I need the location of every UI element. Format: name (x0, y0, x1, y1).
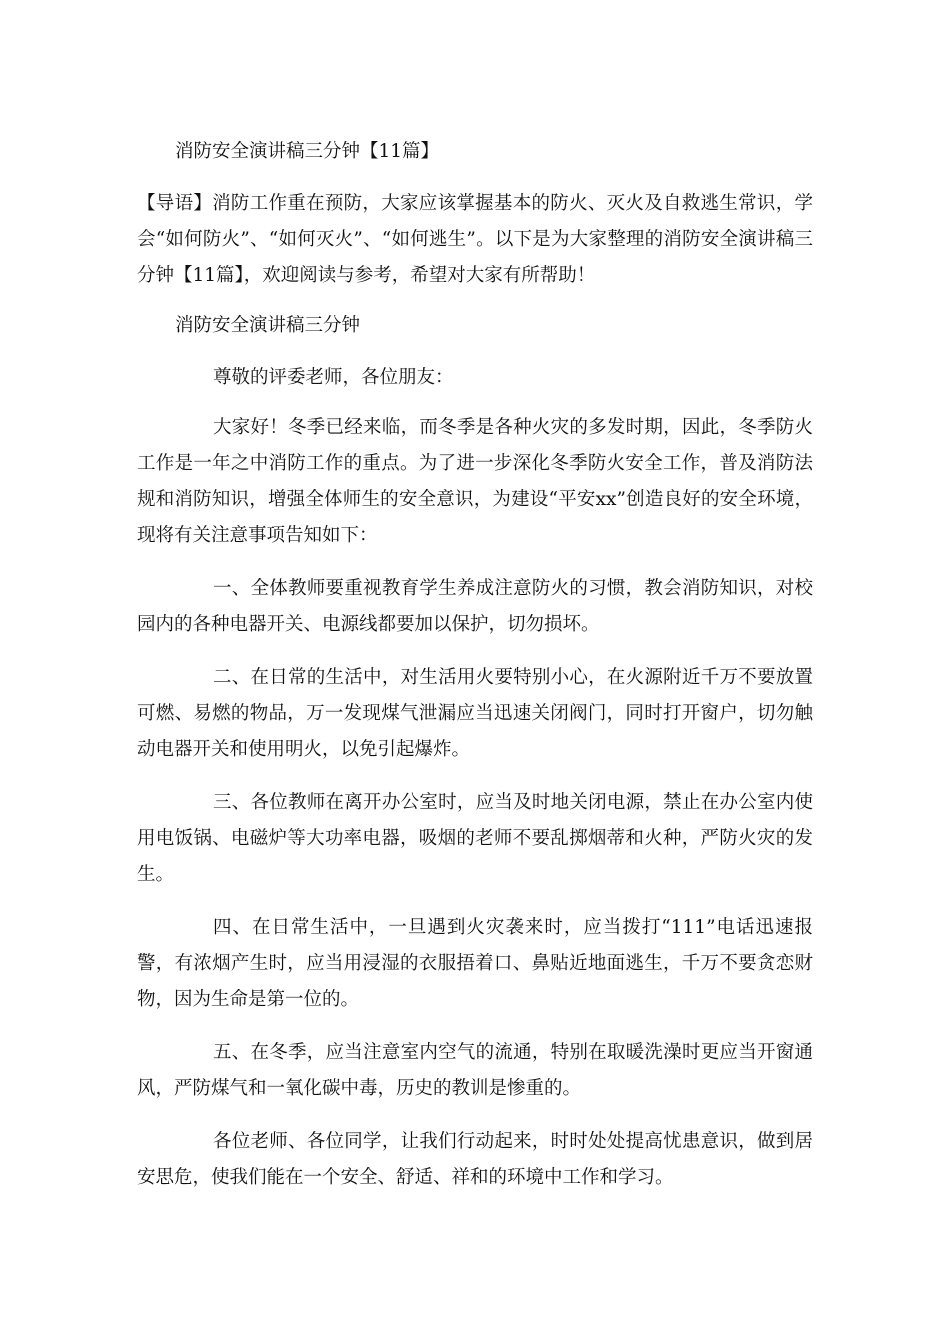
body-paragraph: 大家好！冬季已经来临，而冬季是各种火灾的多发时期，因此，冬季防火工作是一年之中消防工作的重点。为了进一步深化冬季防火安全工作，普及消防法规和消防知识，增强全体师生的安全意识，为建设“平安xx”创造良好的安全环境，现将有关注意事项告知如下： (137, 417, 813, 546)
document-title: 消防安全演讲稿三分钟【11篇】 (175, 141, 440, 162)
body-paragraph: 三、各位教师在离开办公室时，应当及时地关闭电源，禁止在办公室内使用电饭锅、电磁炉等大功率电器，吸烟的老师不要乱掷烟蒂和火种，严防火灾的发生。 (137, 792, 813, 885)
body-paragraph: 一、全体教师要重视教育学生养成注意防火的习惯，教会消防知识，对校园内的各种电器开关、电源线都要加以保护，切勿损坏。 (137, 578, 813, 635)
body-paragraph: 五、在冬季，应当注意室内空气的流通，特别在取暖洗澡时更应当开窗通风，严防煤气和一氧化碳中毒，历史的教训是惨重的。 (137, 1042, 813, 1099)
document-body (137, 134, 813, 1213)
body-paragraph: 各位老师、各位同学，让我们行动起来，时时处处提高忧患意识，做到居安思危，使我们能在一个安全、舒适、祥和的环境中工作和学习。 (137, 1131, 813, 1188)
speech-greeting: 尊敬的评委老师，各位朋友： (213, 367, 454, 388)
intro-paragraph: 【导语】消防工作重在预防，大家应该掌握基本的防火、灭火及自救逃生常识，学会“如何防火”、“如何灭火”、“如何逃生”。以下是为大家整理的消防安全演讲稿三分钟【11篇】，欢迎阅读与参考，希望对大家有所帮助！ (137, 193, 813, 286)
body-paragraph: 二、在日常的生活中，对生活用火要特别小心，在火源附近千万不要放置可燃、易燃的物品，万一发现煤气泄漏应当迅速关闭阀门，同时打开窗户，切勿触动电器开关和使用明火，以免引起爆炸。 (137, 667, 813, 760)
body-paragraph: 四、在日常生活中，一旦遇到火灾袭来时，应当拨打“111”电话迅速报警，有浓烟产生时，应当用浸湿的衣服捂着口、鼻贴近地面逃生，千万不要贪恋财物，因为生命是第一位的。 (137, 917, 813, 1010)
section-subtitle: 消防安全演讲稿三分钟 (175, 315, 361, 336)
